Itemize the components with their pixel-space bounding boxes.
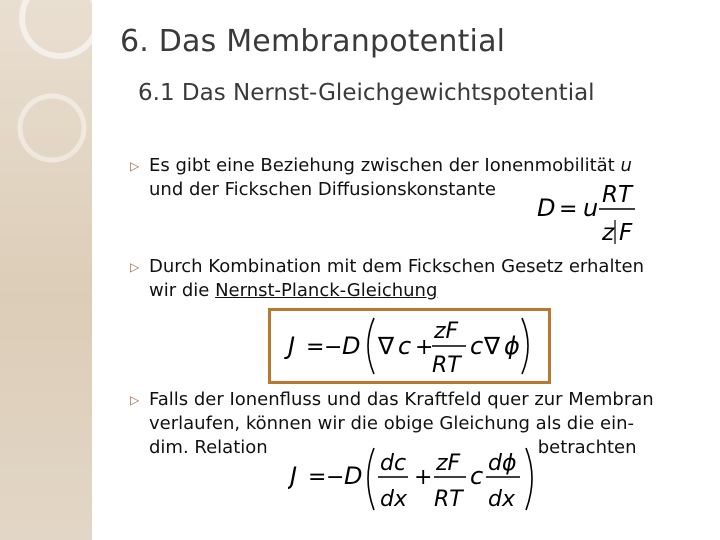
eq-numerator: RT xyxy=(602,182,633,208)
eq-term: J xyxy=(290,462,298,490)
eq-numerator: zF xyxy=(434,319,459,344)
slide-subtitle: 6.1 Das Nernst-Gleichgewichtspotential xyxy=(138,80,595,106)
bullet-text: Es gibt eine Beziehung zwischen der Ionenmobilität xyxy=(149,155,621,176)
eq-denominator: z xyxy=(602,220,615,246)
eq-operator: = xyxy=(559,197,578,222)
nernst-planck-link[interactable]: Nernst-Planck-Gleichung xyxy=(215,280,438,301)
eq-term: ϕ xyxy=(504,332,520,360)
eq-operator: = xyxy=(308,465,327,490)
eq-denominator: RT xyxy=(434,487,463,512)
eq-denominator: RT xyxy=(432,353,461,378)
eq-term: c xyxy=(470,332,484,360)
bullet-text: Falls der Ionenfluss und das Kraftfeld quer zur Membran xyxy=(149,389,654,410)
eq-operator: − xyxy=(324,335,343,360)
eq-term: D xyxy=(342,332,361,360)
equation-one-dim xyxy=(288,444,548,521)
eq-operator: = xyxy=(306,335,325,360)
eq-term: D xyxy=(537,194,556,222)
bullet-text: und der Fickschen Diffusionskonstante xyxy=(149,179,496,200)
eq-denominator: dx xyxy=(488,487,515,512)
equation-einstein xyxy=(535,178,645,253)
bullet-text: verlaufen, können wir die obige Gleichung als die ein- xyxy=(149,413,634,434)
eq-term: D xyxy=(344,462,363,490)
bullet-icon: ▷ xyxy=(130,260,140,274)
equation-nernst-planck xyxy=(282,312,542,387)
eq-term: u xyxy=(583,194,599,222)
nabla-icon: ∇ xyxy=(378,332,395,360)
eq-numerator: zF xyxy=(436,451,461,476)
eq-term: J xyxy=(288,332,296,360)
eq-operator: + xyxy=(415,335,434,360)
bullet-text: betrachten xyxy=(537,437,637,458)
eq-operator: + xyxy=(414,465,433,490)
bullet-nernst-planck xyxy=(130,255,700,303)
decorative-rings xyxy=(0,0,140,180)
bullet-text: Durch Kombination mit dem Fickschen Gesetz erhalten xyxy=(149,256,644,277)
variable-u: u xyxy=(620,155,632,176)
bullet-icon: ▷ xyxy=(130,159,140,173)
eq-denominator: dx xyxy=(380,487,407,512)
bullet-text: dim. Relation xyxy=(149,437,268,458)
nabla-icon: ∇ xyxy=(484,332,501,360)
bullet-icon: ▷ xyxy=(130,393,140,407)
eq-term: c xyxy=(398,332,412,360)
eq-numerator: dϕ xyxy=(488,451,517,476)
eq-operator: − xyxy=(326,465,345,490)
slide-title: 6. Das Membranpotential xyxy=(120,24,506,59)
eq-denominator: F xyxy=(619,220,633,246)
bullet-text: wir die xyxy=(149,280,216,301)
eq-term: c xyxy=(470,462,484,490)
eq-numerator: dc xyxy=(380,451,407,476)
